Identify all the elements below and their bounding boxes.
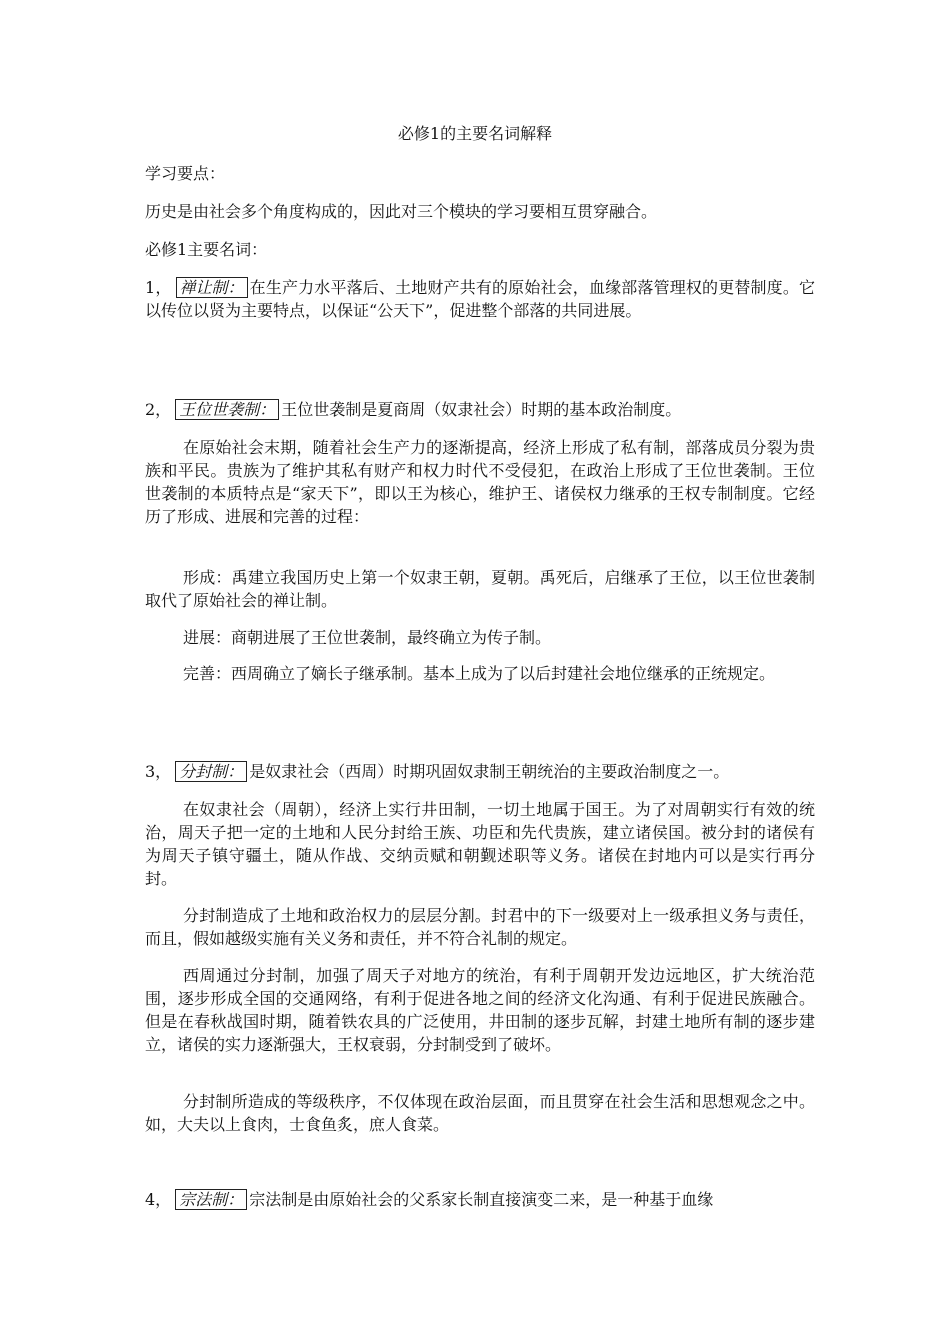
section-2-paragraph-development: 进展：商朝进展了王位世袭制，最终确立为传子制。 xyxy=(183,628,552,647)
section-3-paragraph-3: 西周通过分封制，加强了周天子对地方的统治，有利于周朝开发边远地区，扩大统治范围，逐步形成全国的交通网络，有利于促进各地之间的经济文化沟通、有利于促进民族融合。但是在春秋战国时期，随着铁农具的广泛使用，井田制的逐步瓦解，封建土地所有制的逐步建立，诸侯的实力逐渐强大，王权衰弱，分封制受到了破坏。 xyxy=(145,966,815,1054)
section-3-number: 3， xyxy=(145,762,172,781)
section-3-paragraph-2: 分封制造成了土地和政治权力的层层分割。封君中的下一级要对上一级承担义务与责任，而且，假如越级实施有关义务和责任，并不符合礼制的规定。 xyxy=(145,906,815,948)
section-1-number: 1， xyxy=(145,278,172,297)
term-box-fenfeng: 分封制： xyxy=(175,761,247,782)
section-2-paragraph-1: 在原始社会末期，随着社会生产力的逐渐提高，经济上形成了私有制，部落成员分裂为贵族和平民。贵族为了维护其私有财产和权力时代不受侵犯，在政治上形成了王位世袭制。王位世袭制的本质特点是“家天下”，即以王为核心，维护王、诸侯权力继承的王权专制制度。它经历了形成、进展和完善的过程： xyxy=(145,438,815,526)
term-box-wangwei-shixi: 王位世袭制： xyxy=(175,399,279,420)
section-3-definition xyxy=(145,760,815,783)
section-3-paragraph-1: 在奴隶社会（周朝），经济上实行井田制，一切土地属于国王。为了对周朝实行有效的统治，周天子把一定的土地和人民分封给王族、功臣和先代贵族，建立诸侯国。被分封的诸侯有为周天子镇守疆土，随从作战、交纳贡赋和朝觐述职等义务。诸侯在封地内可以是实行再分封。 xyxy=(145,800,815,888)
section-3-text: 是奴隶社会（西周）时期巩固奴隶制王朝统治的主要政治制度之一。 xyxy=(249,762,730,781)
heading-key-terms: 必修1主要名词： xyxy=(145,240,268,259)
section-1-text: 在生产力水平落后、土地财产共有的原始社会，血缘部落管理权的更替制度。它以传位以贤为主要特点，以保证“公天下”，促进整个部落的共同进展。 xyxy=(145,278,815,320)
section-4-text: 宗法制是由原始社会的父系家长制直接演变二来，是一种基于血缘 xyxy=(249,1190,714,1209)
term-box-zongfa: 宗法制： xyxy=(175,1189,247,1210)
section-2-definition xyxy=(145,398,815,421)
section-2-text: 王位世袭制是夏商周（奴隶社会）时期的基本政治制度。 xyxy=(281,400,682,419)
document-title: 必修1的主要名词解释 xyxy=(397,124,553,143)
section-2-number: 2， xyxy=(145,400,172,419)
section-3-paragraph-4: 分封制所造成的等级秩序，不仅体现在政治层面，而且贯穿在社会生活和思想观念之中。如，大夫以上食肉，士食鱼炙，庶人食菜。 xyxy=(145,1092,815,1134)
section-2-paragraph-formation: 形成：禹建立我国历史上第一个奴隶王朝，夏朝。禹死后，启继承了王位，以王位世袭制取代了原始社会的禅让制。 xyxy=(145,568,815,610)
section-4-definition xyxy=(145,1188,815,1211)
section-2-paragraph-perfection: 完善：西周确立了嫡长子继承制。基本上成为了以后封建社会地位继承的正统规定。 xyxy=(183,664,776,683)
section-4-number: 4， xyxy=(145,1190,172,1209)
section-1-definition xyxy=(145,276,815,322)
heading-study-points: 学习要点： xyxy=(145,164,226,183)
intro-paragraph: 历史是由社会多个角度构成的，因此对三个模块的学习要相互贯穿融合。 xyxy=(145,202,658,221)
term-box-shanrang: 禅让制： xyxy=(176,277,248,298)
